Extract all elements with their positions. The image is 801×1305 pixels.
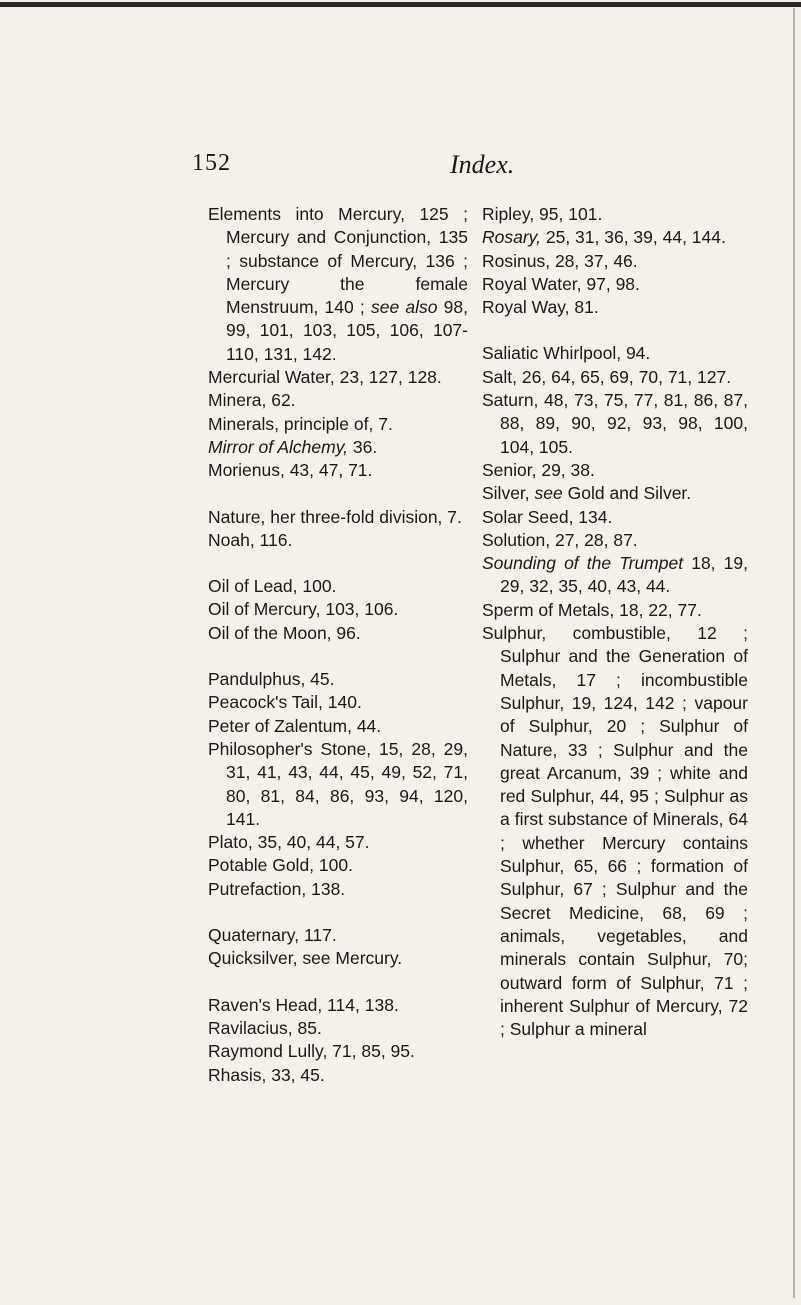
- index-entry: [482, 552, 748, 599]
- index-entry-text: Mercurial Water, 23, 127, 128.: [208, 367, 442, 388]
- index-entry-text: Nature, her three-fold division, 7.: [208, 506, 462, 527]
- index-entry-text: Morienus, 43, 47, 71.: [208, 460, 373, 481]
- index-entry: [208, 598, 468, 621]
- index-entry: [482, 366, 748, 389]
- index-entry-text: Pandulphus, 45.: [208, 669, 335, 690]
- index-entry: [482, 226, 748, 249]
- index-entry-text: Sounding of the Trumpet: [482, 553, 684, 574]
- index-entry-text: Minerals, principle of, 7.: [208, 413, 393, 434]
- index-entry-text: Peter of Zalentum, 44.: [208, 715, 382, 736]
- index-entry: [482, 296, 748, 319]
- index-entry-text: Sulphur, combustible, 12 ; Sulphur and the Generation of Metals, 17 ; incombustible Sulphur, 19, 124, 142 ; vapour of Sulphur, 20 ; Sulphur of Nature, 33 ; Sulphur and the great Arcanum, 39 ; white and red Sulphur, 44, 95 ; Sulphur as a first substance of Minerals, 64 ; whether Mercury contains Sulphur, 65, 66 ; formation of Sulphur, 67 ; Sulphur and the Secret Medicine, 68, 69 ; animals, vegetables, and minerals contain Sulphur, 70; outward form of Sulphur, 71 ; inherent Sulphur of Mercury, 72 ; Sulphur a mineral: [482, 623, 748, 1040]
- index-entry-text: Solar Seed, 134.: [482, 506, 613, 527]
- page-edge-line: [793, 8, 795, 1298]
- index-entry-text: Rosinus, 28, 37, 46.: [482, 250, 638, 271]
- index-entry-text: Royal Way, 81.: [482, 297, 599, 318]
- index-entry-text: Royal Water, 97, 98.: [482, 273, 640, 294]
- index-entry: [482, 506, 748, 529]
- index-entry-text: Oil of the Moon, 96.: [208, 622, 361, 643]
- index-entry-text: Solution, 27, 28, 87.: [482, 529, 638, 550]
- index-entry: [208, 622, 468, 645]
- index-entry-text: Putrefaction, 138.: [208, 878, 346, 899]
- index-column-left: [208, 203, 468, 1087]
- index-entry-text: Salt, 26, 64, 65, 69, 70, 71, 127.: [482, 366, 732, 387]
- index-entry: [482, 342, 748, 365]
- page-header: [192, 150, 632, 186]
- index-entry: [482, 389, 748, 459]
- index-entry-text: Quaternary, 117.: [208, 925, 337, 946]
- index-entry: [208, 715, 468, 738]
- index-entry: [208, 994, 468, 1017]
- index-entry-text: Quicksilver, see Mercury.: [208, 948, 403, 969]
- index-entry: [208, 854, 468, 877]
- index-entry: [208, 389, 468, 412]
- index-entry-text: Raymond Lully, 71, 85, 95.: [208, 1041, 415, 1062]
- index-entry-text: 25, 31, 36, 39, 44, 144.: [541, 227, 726, 248]
- index-entry: [208, 529, 468, 552]
- index-entry: [208, 1017, 468, 1040]
- index-entry: [208, 947, 468, 970]
- index-entry-text: Ravilacius, 85.: [208, 1017, 322, 1038]
- index-entry-text: Plato, 35, 40, 44, 57.: [208, 832, 370, 853]
- index-entry: [208, 203, 468, 366]
- index-entry-text: Oil of Lead, 100.: [208, 576, 337, 597]
- index-entry: [208, 459, 468, 482]
- index-entry: [482, 273, 748, 296]
- index-entry: [208, 1064, 468, 1087]
- index-entry-text: Peacock's Tail, 140.: [208, 692, 362, 713]
- index-entry: [208, 436, 468, 459]
- index-entry-text: 36.: [348, 436, 378, 457]
- index-entry-text: Minera, 62.: [208, 390, 296, 411]
- index-entry: [208, 1040, 468, 1063]
- index-entry-text: Raven's Head, 114, 138.: [208, 994, 399, 1015]
- index-entry: [208, 691, 468, 714]
- index-entry: [482, 622, 748, 1041]
- index-entry-text: Mirror of Alchemy,: [208, 436, 349, 457]
- index-entry: [208, 668, 468, 691]
- index-entry: [482, 459, 748, 482]
- index-entry-text: Senior, 29, 38.: [482, 459, 595, 480]
- index-entry-text: see also: [370, 297, 438, 318]
- index-entry: [208, 878, 468, 901]
- index-entry-text: Saturn, 48, 73, 75, 77, 81, 86, 87, 88, 89, 90, 92, 93, 98, 100, 104, 105.: [482, 390, 748, 457]
- index-entry-text: see: [534, 483, 563, 504]
- index-entry: [208, 366, 468, 389]
- index-entry-text: Potable Gold, 100.: [208, 855, 353, 876]
- index-entry-text: Silver,: [482, 483, 535, 504]
- page-top-rule: [0, 2, 801, 7]
- index-entry-text: Sperm of Metals, 18, 22, 77.: [482, 599, 702, 620]
- page-number: 152: [192, 150, 231, 176]
- index-entry: [208, 506, 468, 529]
- index-entry: [208, 924, 468, 947]
- index-entry: [482, 482, 748, 505]
- index-entry: [208, 413, 468, 436]
- index-entry: [208, 738, 468, 831]
- index-entry-text: Saliatic Whirlpool, 94.: [482, 343, 651, 364]
- index-entry: [482, 599, 748, 622]
- index-entry-text: Rhasis, 33, 45.: [208, 1064, 325, 1085]
- index-entry-text: Philosopher's Stone, 15, 28, 29, 31, 41, 43, 44, 45, 49, 52, 71, 80, 81, 84, 86, 93, 94, 120, 141.: [208, 738, 468, 829]
- index-entry-text: Oil of Mercury, 103, 106.: [208, 599, 399, 620]
- running-head-title: Index.: [450, 150, 515, 179]
- index-entry-text: 18, 19, 29, 32, 35, 40, 43, 44.: [500, 553, 748, 597]
- index-entry-text: Gold and Silver.: [562, 483, 692, 504]
- index-entry: [208, 831, 468, 854]
- index-entry: [482, 250, 748, 273]
- index-column-right: [482, 203, 748, 1041]
- index-entry: [482, 529, 748, 552]
- index-entry-text: 98, 99, 101, 103, 105, 106, 107-110, 131, 142.: [226, 297, 468, 364]
- index-entry-text: Ripley, 95, 101.: [482, 204, 603, 224]
- index-entry-text: Noah, 116.: [208, 529, 293, 550]
- index-entry-text: Elements into Mercury, 125 ; Mercury and Conjunction, 135 ; substance of Mercury, 136 ; Mercury the female Menstruum, 140 ;: [208, 204, 468, 318]
- index-entry: [482, 203, 748, 226]
- index-entry: [208, 575, 468, 598]
- index-entry-text: Rosary,: [482, 227, 541, 248]
